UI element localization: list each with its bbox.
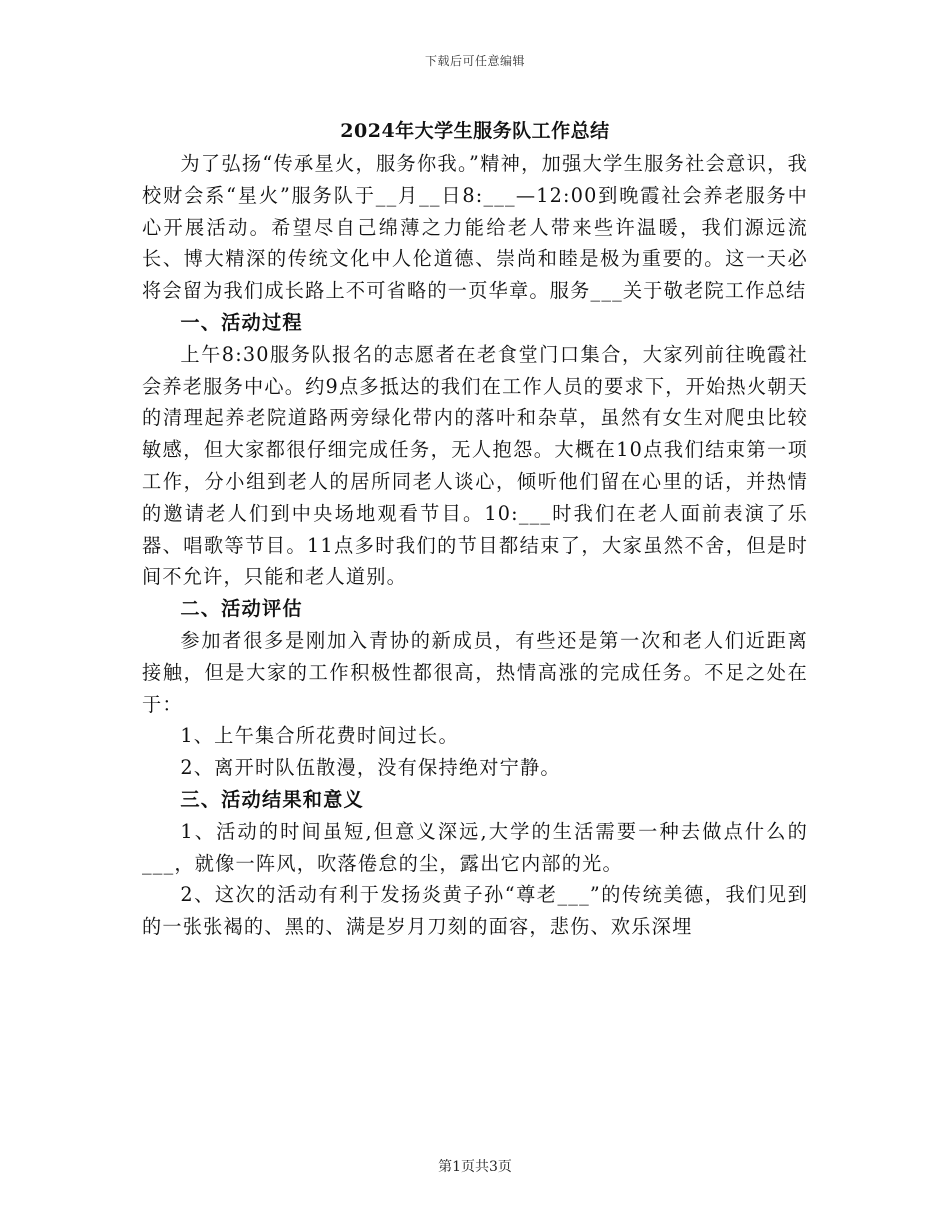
results-item-2: 2、这次的活动有利于发扬炎黄子孙“尊老___”的传统美德，我们见到的一张张褐的、黑的、满是岁月刀刻的面容，悲伤、欢乐深埋 [142,883,808,939]
intro-paragraph: 为了弘扬“传承星火，服务你我。”精神，加强大学生服务社会意识，我校财会系“星火”服务队于__月__日8:___—12:00到晚霞社会养老服务中心开展活动。希望尽自己绵薄之力能给老人带来些许温暖，我们源远流长、博大精深的传统文化中人伦道德、崇尚和睦是极为重要的。这一天必将会留为我们成长路上不可省略的一页华章。服务___关于敬老院工作总结 [142,152,808,303]
document-body [142,148,808,943]
evaluation-paragraph: 参加者很多是刚加入青协的新成员，有些还是第一次和老人们近距离接触，但是大家的工作积极性都很高，热情高涨的完成任务。不足之处在于： [142,628,808,716]
results-item-1: 1、活动的时间虽短,但意义深远,大学的生活需要一种去做点什么的___，就像一阵风，吹落倦怠的尘，露出它内部的光。 [142,819,808,875]
section-heading-evaluation: 二、活动评估 [180,597,303,621]
page-footer: 第1页共3页 [438,1159,512,1175]
evaluation-item-1: 1、上午集合所花费时间过长。 [180,724,459,748]
section-heading-results: 三、活动结果和意义 [180,787,364,811]
process-paragraph: 上午8:30服务队报名的志愿者在老食堂门口集合，大家列前往晚霞社会养老服务中心。约9点多抵达的我们在工作人员的要求下，开始热火朝天的清理起养老院道路两旁绿化带内的落叶和杂草，虽然有女生对爬虫比较敏感，但大家都很仔细完成任务，无人抱怨。大概在10点我们结束第一项工作，分小组到老人的居所同老人谈心，倾听他们留在心里的话，并热情的邀请老人们到中央场地观看节目。10:___时我们在老人面前表演了乐器、唱歌等节目。11点多时我们的节目都结束了，大家虽然不舍，但是时间不允许，只能和老人道别。 [142,342,808,589]
evaluation-item-2: 2、离开时队伍散漫，没有保持绝对宁静。 [180,756,561,780]
document-title: 2024年大学生服务队工作总结 [340,120,610,142]
section-heading-process: 一、活动过程 [180,310,303,334]
header-note: 下载后可任意编辑 [424,54,525,68]
